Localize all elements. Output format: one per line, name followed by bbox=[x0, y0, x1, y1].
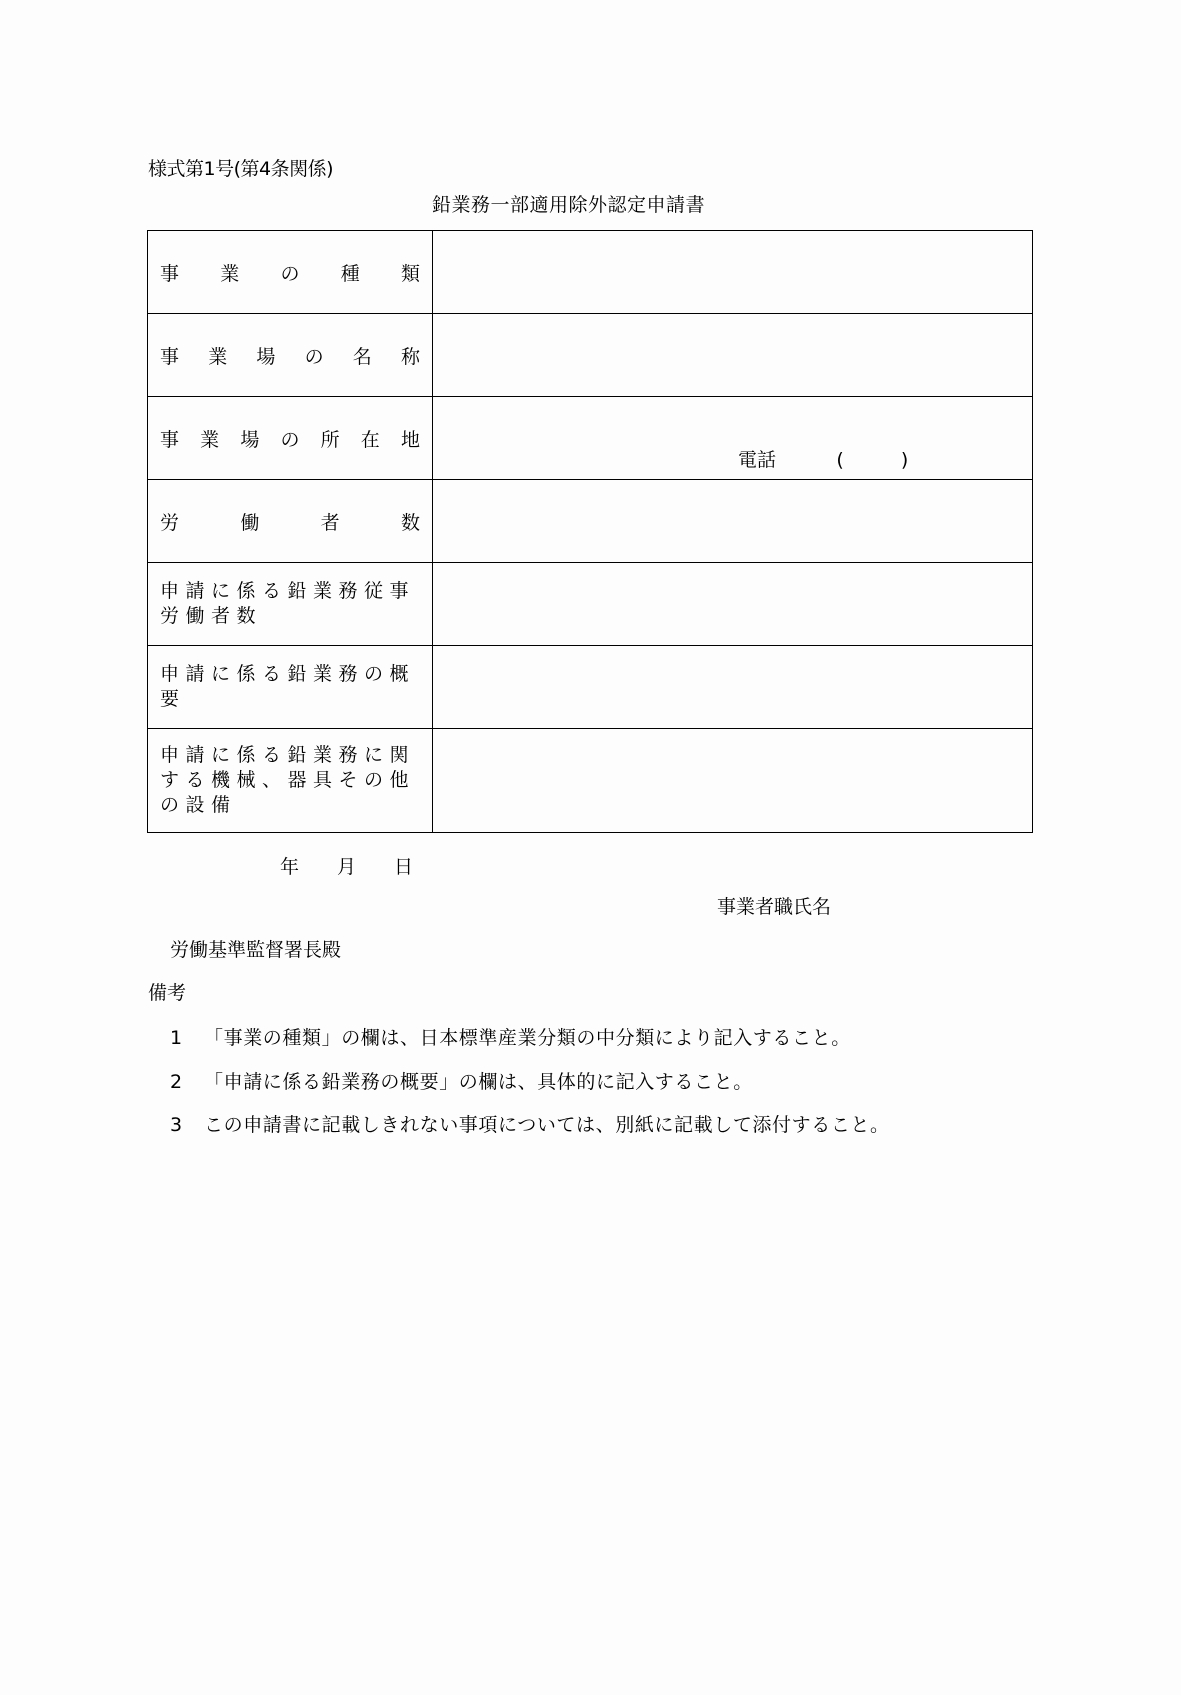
label-char: の bbox=[304, 345, 324, 368]
label-text: 申請に係る鉛業務の概要 bbox=[160, 663, 416, 710]
field-workplace-address[interactable] bbox=[433, 397, 1033, 480]
field-business-type[interactable] bbox=[433, 231, 1033, 314]
date-line: 年 月 日 bbox=[280, 856, 414, 878]
table-row-equipment bbox=[148, 729, 1033, 833]
table-row-lead-worker-count bbox=[148, 563, 1033, 646]
label-char: 事 bbox=[160, 428, 180, 451]
document-title: 鉛業務一部適用除外認定申請書 bbox=[432, 194, 706, 216]
label-char: 業 bbox=[220, 262, 240, 285]
label-char: 場 bbox=[256, 345, 276, 368]
remarks-heading: 備考 bbox=[148, 982, 187, 1004]
phone-field[interactable] bbox=[738, 445, 908, 472]
field-lead-work-summary[interactable] bbox=[433, 646, 1033, 729]
application-form-table bbox=[147, 230, 1033, 833]
label-char: 類 bbox=[400, 262, 420, 285]
label-char: 事 bbox=[160, 262, 180, 285]
remark-note-2 bbox=[170, 1067, 753, 1094]
note-number: 3 bbox=[170, 1114, 183, 1136]
form-number: 様式第1号(第4条関係) bbox=[148, 158, 334, 180]
addressee: 労働基準監督署長殿 bbox=[170, 939, 342, 961]
label-char: 称 bbox=[400, 345, 420, 368]
label-text: 申請に係る鉛業務従事労働者数 bbox=[160, 580, 416, 627]
label-char: 者 bbox=[320, 511, 340, 534]
table-row-worker-count bbox=[148, 480, 1033, 563]
label-char: 業 bbox=[208, 345, 228, 368]
label-business-type bbox=[148, 231, 433, 314]
note-number: 1 bbox=[170, 1027, 183, 1049]
note-text: 「事業の種類」の欄は、日本標準産業分類の中分類により記入すること。 bbox=[204, 1027, 851, 1049]
field-equipment[interactable] bbox=[433, 729, 1033, 833]
remark-note-1 bbox=[170, 1023, 851, 1050]
label-equipment bbox=[148, 729, 433, 833]
label-lead-worker-count bbox=[148, 563, 433, 646]
table-row-workplace-name bbox=[148, 314, 1033, 397]
label-char: 在 bbox=[360, 428, 380, 451]
table-row-workplace-address bbox=[148, 397, 1033, 480]
label-char: の bbox=[280, 428, 300, 451]
label-char: 働 bbox=[240, 511, 260, 534]
label-worker-count bbox=[148, 480, 433, 563]
label-char: 名 bbox=[352, 345, 372, 368]
table-row-lead-work-summary bbox=[148, 646, 1033, 729]
note-text: 「申請に係る鉛業務の概要」の欄は、具体的に記入すること。 bbox=[204, 1071, 753, 1093]
field-lead-worker-count[interactable] bbox=[433, 563, 1033, 646]
label-workplace-name bbox=[148, 314, 433, 397]
label-lead-work-summary bbox=[148, 646, 433, 729]
field-worker-count[interactable] bbox=[433, 480, 1033, 563]
label-char: 事 bbox=[160, 345, 180, 368]
label-char: の bbox=[280, 262, 300, 285]
field-workplace-name[interactable] bbox=[433, 314, 1033, 397]
label-char: 種 bbox=[340, 262, 360, 285]
label-char: 地 bbox=[400, 428, 420, 451]
phone-area-code-parens: ( ) bbox=[836, 449, 909, 471]
remark-note-3 bbox=[170, 1110, 890, 1137]
label-char: 所 bbox=[320, 428, 340, 451]
note-number: 2 bbox=[170, 1071, 183, 1093]
phone-label: 電話 bbox=[738, 449, 777, 471]
label-char: 労 bbox=[160, 511, 180, 534]
label-workplace-address bbox=[148, 397, 433, 480]
signer-label: 事業者職氏名 bbox=[717, 896, 832, 918]
label-char: 業 bbox=[200, 428, 220, 451]
note-text: この申請書に記載しきれない事項については、別紙に記載して添付すること。 bbox=[204, 1114, 890, 1136]
label-char: 数 bbox=[400, 511, 420, 534]
label-char: 場 bbox=[240, 428, 260, 451]
label-text: 申請に係る鉛業務に関する機械、器具その他の設備 bbox=[160, 744, 416, 816]
table-row-business-type bbox=[148, 231, 1033, 314]
